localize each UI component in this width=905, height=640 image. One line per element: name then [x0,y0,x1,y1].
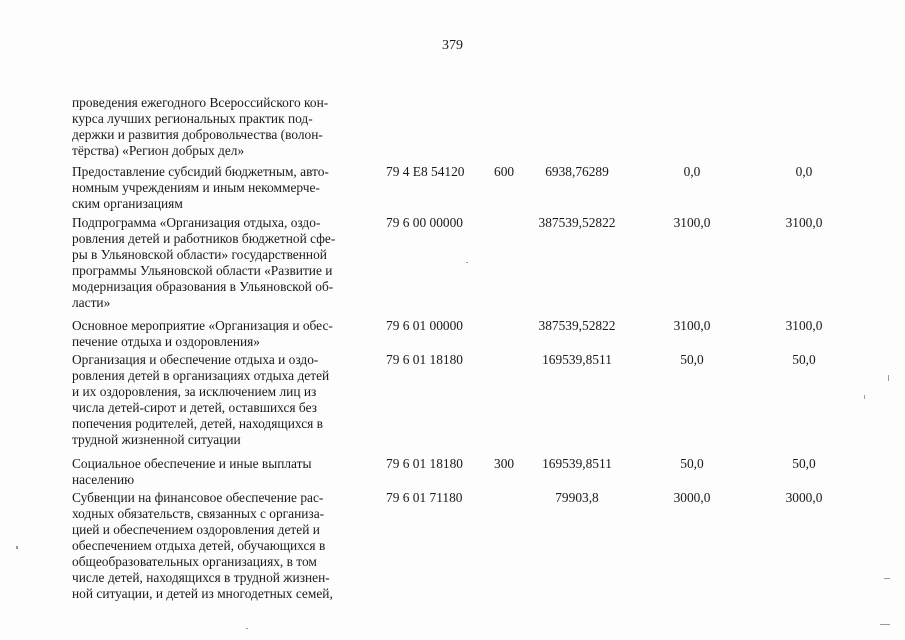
amount-year-1: 169539,8511 [542,352,612,367]
description-line: числе детей, находящихся в трудной жизнен- [72,570,330,585]
amount-year-1: 79903,8 [555,490,599,505]
scan-speck [246,628,248,629]
description-line: проведения ежегодного Всероссийского кон- [72,95,329,110]
description-line: попечения родителей, детей, находящихся в [72,416,323,431]
amount-year-1: 387539,52822 [538,318,616,333]
description-line: Организация и обеспечение отдыха и оздо- [72,352,319,367]
row-description [72,352,372,448]
description-line: числа детей-сирот и детей, оставшихся без [72,400,317,415]
description-line: ласти» [72,295,111,310]
budget-code: 79 6 01 18180 [386,456,463,471]
scan-speck [16,546,18,549]
description-line: Субвенции на финансовое обеспечение рас- [72,490,324,505]
description-line: номным учреждениям и иным некоммерче- [72,180,320,195]
amount-year-1: 169539,8511 [542,456,612,471]
description-line: ной ситуации, и детей из многодетных семей, [72,586,333,601]
amount-year-2: 50,0 [680,456,704,471]
description-line: Подпрограмма «Организация отдыха, оздо- [72,215,321,230]
row-description [72,490,372,602]
description-line: цией и обеспечением оздоровления детей и [72,522,320,537]
description-line: трудной жизненной ситуации [72,432,241,447]
description-line: ровления детей и работников бюджетной сфе- [72,231,336,246]
scan-speck [466,262,468,263]
description-line: ходных обязательств, связанных с организа- [72,506,325,521]
amount-year-2: 3100,0 [673,318,711,333]
description-line: Основное мероприятие «Организация и обес- [72,318,333,333]
row-description [72,164,372,212]
description-line: ры в Ульяновской области» государственной [72,247,327,262]
amount-year-3: 50,0 [792,352,816,367]
amount-year-1: 387539,52822 [538,215,616,230]
page-number: 379 [442,38,463,53]
budget-code: 79 4 E8 54120 [386,164,465,179]
scan-speck [884,578,890,579]
amount-year-3: 0,0 [795,164,813,179]
amount-year-2: 3000,0 [673,490,711,505]
description-line: курса лучших региональных практик под- [72,111,313,126]
amount-year-3: 3000,0 [785,490,823,505]
scan-speck [888,375,889,381]
description-line: населению [72,472,135,487]
budget-code: 79 6 01 18180 [386,352,463,367]
description-line: общеобразовательных организациях, в том [72,554,317,569]
expense-type: 600 [494,164,515,179]
amount-year-1: 6938,76289 [545,164,609,179]
description-line: держки и развития добровольчества (волон- [72,127,323,142]
amount-year-3: 3100,0 [785,318,823,333]
row-description [72,215,372,311]
description-line: тёрства) «Регион добрых дел» [72,143,245,158]
row-description [72,318,372,350]
amount-year-2: 0,0 [683,164,701,179]
scan-speck [864,395,865,399]
amount-year-2: 50,0 [680,352,704,367]
description-line: обеспечением отдыха детей, обучающихся в [72,538,326,553]
description-line: печение отдыха и оздоровления» [72,334,261,349]
description-line: программы Ульяновской области «Развитие и [72,263,333,278]
description-line: Предоставление субсидий бюджетным, авто- [72,164,329,179]
expense-type: 300 [494,456,515,471]
description-line: ровления детей в организациях отдыха детей [72,368,330,383]
budget-code: 79 6 01 00000 [386,318,463,333]
amount-year-3: 50,0 [792,456,816,471]
scan-speck [880,624,890,625]
amount-year-3: 3100,0 [785,215,823,230]
budget-code: 79 6 01 71180 [386,490,463,505]
description-line: и их оздоровления, за исключением лиц из [72,384,317,399]
description-line: Социальное обеспечение и иные выплаты [72,456,312,471]
row-description [72,456,372,488]
row-description [72,95,372,159]
description-line: модернизация образования в Ульяновской об- [72,279,334,294]
description-line: ским организациям [72,196,183,211]
budget-code: 79 6 00 00000 [386,215,463,230]
amount-year-2: 3100,0 [673,215,711,230]
